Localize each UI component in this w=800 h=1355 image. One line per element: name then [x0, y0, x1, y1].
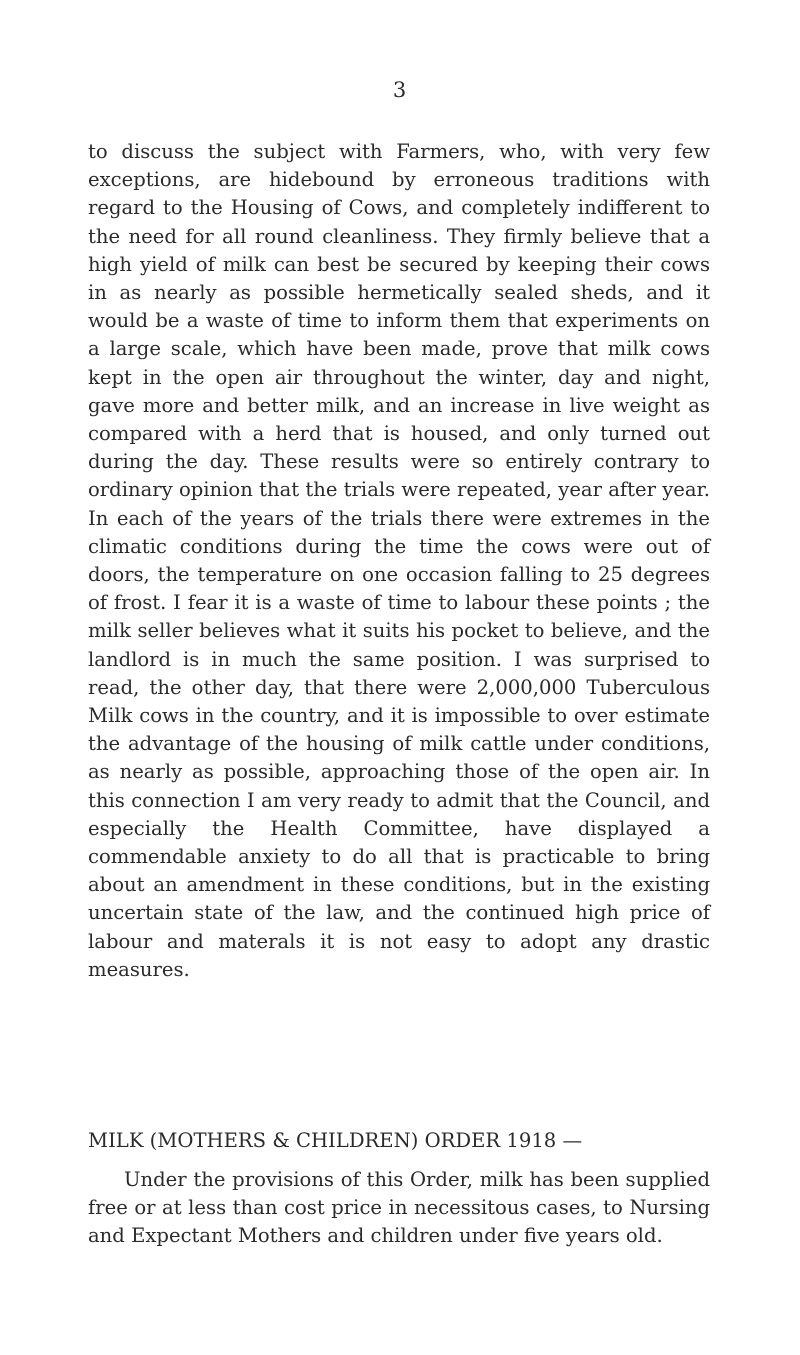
page-number: 3: [392, 78, 408, 102]
section-heading: MILK (MOTHERS & CHILDREN) ORDER 1918 —: [88, 1129, 583, 1152]
body-paragraph: to discuss the subject with Farmers, who, with very few exceptions, are hidebound by erroneous traditions with regard to the Housing of Cows, and completely indifferent to the need for all round cleanliness. They firmly believe that a high yield of milk can best be secured by keeping their cows in as nearly as possible hermetically sealed sheds, and it would be a waste of time to inform them that experiments on a large scale, which have been made, prove that milk cows kept in the open air throughout the winter, day and night, gave more and better milk, and an increase in live weight as compared with a herd that is housed, and only turned out during the day. These results were so entirely contrary to ordinary opinion that the trials were repeated, year after year. In each of the years of the trials there were extremes in the climatic conditions during the time the cows were out of doors, the temperature on one occasion falling to 25 degrees of frost. I fear it is a waste of time to labour these points ; the milk seller believes what it suits his pocket to believe, and the landlord is in much the same position. I was surprised to read, the other day, that there were 2,000,000 Tuberculous Milk cows in the country, and it is impossible to over estimate the advantage of the housing of milk cattle under conditions, as nearly as possible, approaching those of the open air. In this connection I am very ready to admit that the Council, and especially the Health Committee, have displayed a commendable anxiety to do all that is practicable to bring about an amendment in these conditions, but in the existing uncertain state of the law, and the continued high price of labour and materals it is not easy to adopt any drastic measures.: [88, 140, 710, 981]
section-paragraph: Under the provisions of this Order, milk has been supplied free or at less than cost price in necessitous cases, to Nursing and Expectant Mothers and children under five years old.: [88, 1168, 710, 1248]
